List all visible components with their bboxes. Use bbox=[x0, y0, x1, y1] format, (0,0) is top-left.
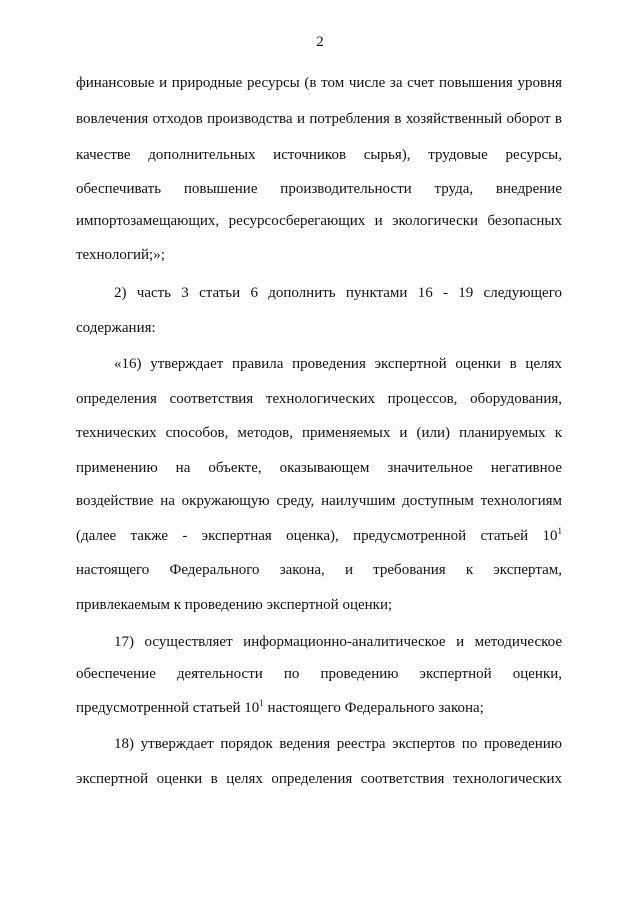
text-line: вовлечения отходов производства и потребления в хозяйственный оборот в bbox=[76, 111, 562, 127]
text-line: технических способов, методов, применяемых и (или) планируемых к bbox=[76, 425, 562, 441]
text-line: обеспечение деятельности по проведению экспертной оценки, bbox=[76, 666, 562, 682]
text-line bbox=[76, 698, 562, 718]
text-line: экспертной оценки в целях определения соответствия технологических bbox=[76, 771, 562, 787]
text-line: обеспечивать повышение производительности труда, внедрение bbox=[76, 181, 562, 197]
text-line: технологий;»; bbox=[76, 247, 165, 263]
text-line: содержания: bbox=[76, 320, 156, 336]
page-number: 2 bbox=[316, 34, 324, 50]
text-line: воздействие на окружающую среду, наилучшим доступным технологиям bbox=[76, 493, 562, 509]
text-line: 2) часть 3 статьи 6 дополнить пунктами 16 - 19 следующего bbox=[114, 285, 562, 301]
text-line-content: настоящего Федерального закона; bbox=[263, 700, 484, 716]
superscript: 1 bbox=[259, 698, 264, 708]
text-line: импортозамещающих, ресурсосберегающих и экологически безопасных bbox=[76, 213, 562, 229]
text-line: 18) утверждает порядок ведения реестра экспертов по проведению bbox=[114, 736, 562, 752]
text-line: применению на объекте, оказывающем значительное негативное bbox=[76, 460, 562, 476]
text-line-content: (далее также - экспертная оценка), предусмотренной статьей 10 bbox=[76, 528, 558, 544]
text-line-content: предусмотренной статьей 10 bbox=[76, 700, 260, 716]
text-line: определения соответствия технологических процессов, оборудования, bbox=[76, 391, 562, 407]
text-line: «16) утверждает правила проведения экспертной оценки в целях bbox=[114, 356, 562, 372]
text-line: привлекаемым к проведению экспертной оценки; bbox=[76, 597, 393, 613]
superscript: 1 bbox=[557, 526, 562, 536]
text-line: настоящего Федерального закона, и требования к экспертам, bbox=[76, 562, 562, 578]
text-line: качестве дополнительных источников сырья), трудовые ресурсы, bbox=[76, 147, 562, 163]
text-line bbox=[76, 526, 562, 546]
text-line: 17) осуществляет информационно-аналитическое и методическое bbox=[114, 634, 562, 650]
text-line: финансовые и природные ресурсы (в том числе за счет повышения уровня bbox=[76, 75, 562, 91]
